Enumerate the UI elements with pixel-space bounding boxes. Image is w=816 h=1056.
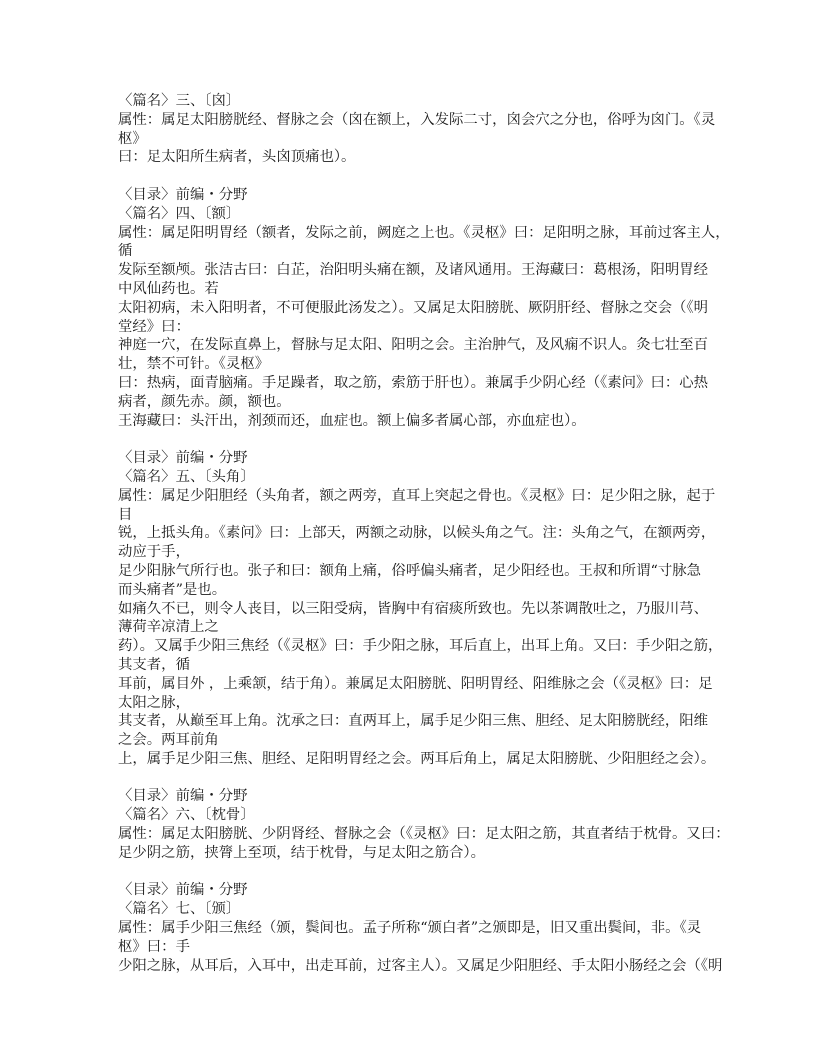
text-line: 属性：属手少阳三焦经（颁，鬓间也。孟子所称“颁白者”之颁即是，旧又重出鬓间，非。《灵: [118, 920, 702, 937]
text-line: 锐，上抵头角。《素问》曰：上部天，两额之动脉，以候头角之气。注：头角之气，在额两旁，: [118, 525, 716, 542]
text-line: 属性：属足太阳膀胱、少阴肾经、督脉之会（《灵枢》曰：足太阳之筋，其直者结于枕骨。又曰：: [118, 826, 730, 843]
text-line: 足少阳脉气所行也。张子和曰：额角上痛，俗呼偏头痛者，足少阳经也。王叔和所谓“寸脉急: [118, 562, 701, 579]
text-line: 王海藏曰：头汗出，剂颈而还，血症也。额上偏多者属心部，亦血症也）。: [118, 412, 586, 429]
text-line: 〈篇名〉五、〔头角〕: [118, 468, 255, 485]
document-section: [118, 881, 723, 975]
text-line: 足少阴之筋，挟膂上至项，结于枕骨，与足太阳之筋合）。: [118, 844, 485, 861]
text-line: 属性：属足太阳膀胱经、督脉之会（囟在额上，入发际二寸，囟会穴之分也，俗呼为囟门。《灵: [118, 111, 716, 128]
text-line: 如痛久不已，则令人丧目，以三阳受病，皆胸中有宿痰所致也。先以茶调散吐之，乃服川芎、: [118, 600, 709, 617]
text-line: 药）。又属手少阳三焦经（《灵枢》曰：手少阳之脉，耳后直上，出耳上角。又曰：手少阳之筋，: [118, 638, 723, 655]
text-line: 其支者，循: [118, 656, 190, 673]
text-line: 耳前，属目外 ，上乘颔，结于角）。兼属足太阳膀胱、阳明胃经、阳维脉之会（《灵枢》曰：足: [118, 675, 713, 692]
text-line: 发际至额颅。张洁古曰：白芷，治阳明头痛在额，及诸风通用。王海藏曰：葛根汤，阳明胃经: [118, 262, 709, 279]
text-line: 循: [118, 243, 133, 260]
text-line: 枢》曰：手: [118, 938, 190, 955]
text-line: 太阳之脉，: [118, 694, 190, 711]
document-page: [118, 92, 730, 994]
text-line: 枢》: [118, 130, 147, 147]
text-line: 上，属手足少阳三焦、胆经、足阳明胃经之会。两耳后角上，属足太阳膀胱、少阳胆经之会）。: [118, 750, 716, 767]
text-line: 动应于手，: [118, 544, 190, 561]
text-line: 壮，禁不可针。《灵枢》: [118, 356, 270, 373]
text-line: 〈目录〉前编・分野: [118, 450, 248, 467]
text-line: 而头痛者”是也。: [118, 581, 227, 598]
text-line: 曰：足太阳所生病者，头囟顶痛也）。: [118, 149, 356, 166]
text-line: 堂经》曰：: [118, 318, 190, 335]
text-line: 中风仙药也。若: [118, 280, 219, 297]
text-line: 〈目录〉前编・分野: [118, 186, 248, 203]
document-section: [118, 787, 730, 862]
text-line: 〈目录〉前编・分野: [118, 882, 248, 899]
text-line: 〈篇名〉三、〔囟〕: [118, 93, 241, 109]
text-line: 神庭一穴，在发际直鼻上，督脉与足太阳、阳明之会。主治肿气，及风痫不识人。灸七壮至百: [118, 337, 709, 354]
text-line: 其支者，从巅至耳上角。沈承之曰：直两耳上，属手足少阳三焦、胆经、足太阳膀胱经，阳维: [118, 713, 709, 730]
document-section: [118, 186, 730, 430]
document-section: [118, 449, 723, 769]
text-line: 属性：属足少阳胆经（头角者，额之两旁，直耳上突起之骨也。《灵枢》曰：足少阳之脉，起于: [118, 487, 716, 504]
text-line: 薄荷辛凉清上之: [118, 619, 219, 636]
document-section: [118, 92, 718, 167]
text-line: 病者，颜先赤。颜，额也。: [118, 393, 291, 410]
text-line: 〈篇名〉六、〔枕骨〕: [118, 807, 255, 824]
text-line: 〈篇名〉七、〔颁〕: [118, 901, 241, 918]
text-line: 〈目录〉前编・分野: [118, 788, 248, 805]
text-line: 太阳初病，未入阳明者，不可便服此汤发之）。又属足太阳膀胱、厥阴肝经、督脉之交会（《明: [118, 299, 709, 316]
text-line: 少阳之脉，从耳后，入耳中，出走耳前，过客主人）。又属足少阳胆经、手太阳小肠经之会（《明: [118, 957, 723, 974]
text-line: 曰：热病，面青脑痛。手足躁者，取之筋，索筋于肝也）。兼属手少阴心经（《素问》曰：心热: [118, 374, 709, 391]
text-line: 属性：属足阳明胃经（额者，发际之前，阙庭之上也。《灵枢》曰：足阳明之脉，耳前过客主人，: [118, 224, 730, 241]
text-line: 目: [118, 506, 133, 523]
text-line: 〈篇名〉四、〔额〕: [118, 205, 241, 222]
text-line: 之会。两耳前角: [118, 732, 219, 749]
